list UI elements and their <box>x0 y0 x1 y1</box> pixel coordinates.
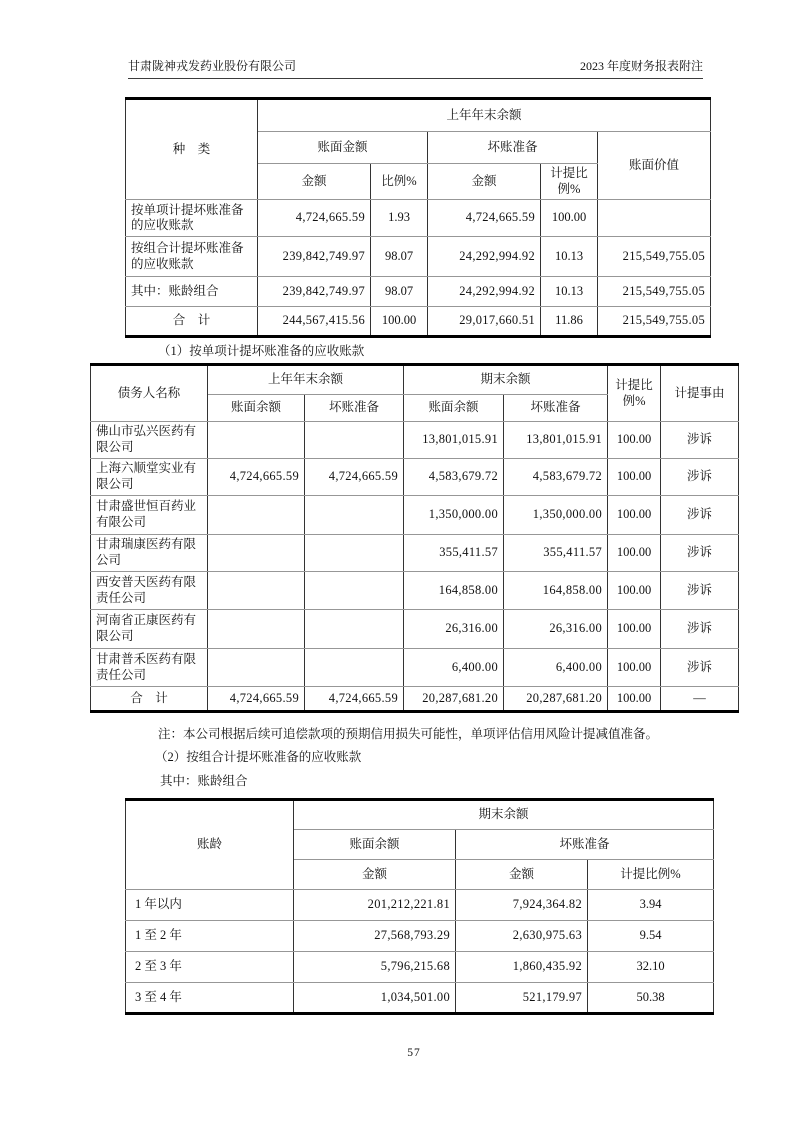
cell-prev-bad-debt <box>305 649 404 687</box>
cell-prev-balance <box>208 496 305 535</box>
table-row <box>91 459 739 496</box>
section-2-subtitle: 其中：账龄组合 <box>160 774 248 788</box>
cell-amount: 239,842,749.97 <box>258 237 371 277</box>
cell-bad-debt-amount: 29,017,660.51 <box>428 307 541 337</box>
col-header-ending-balance: 期末余额 <box>294 800 714 830</box>
cell-carrying-value <box>598 200 711 237</box>
cell-bad-debt-amount: 24,292,994.92 <box>428 237 541 277</box>
cell-provision-reason: — <box>661 687 739 712</box>
cell-end-balance: 355,411.57 <box>404 535 504 572</box>
col-header-amount: 金额 <box>294 860 456 890</box>
cell-provision-ratio: 100.00 <box>608 610 661 649</box>
header-row <box>91 365 739 395</box>
cell-aging: 1 至 2 年 <box>126 921 294 952</box>
col-header-prior-year-balance: 上年年末余额 <box>258 99 711 132</box>
table-row <box>126 237 711 277</box>
cell-prev-balance: 4,724,665.59 <box>208 459 305 496</box>
cell-provision-ratio: 100.00 <box>541 200 598 237</box>
cell-provision-ratio: 50.38 <box>588 983 714 1014</box>
col-header-ratio: 比例% <box>371 164 428 200</box>
page-header <box>128 57 703 79</box>
table-row <box>126 277 711 307</box>
cell-provision-ratio: 100.00 <box>608 572 661 610</box>
total-row <box>91 687 739 712</box>
header-doc-title: 2023 年度财务报表附注 <box>579 59 703 73</box>
header-company-name: 甘肃陇神戎发药业股份有限公司 <box>128 59 297 73</box>
col-header-bad-debt-provision: 坏账准备 <box>456 830 714 860</box>
cell-carrying-value: 215,549,755.05 <box>598 237 711 277</box>
col-header-bad-debt-provision: 坏账准备 <box>504 395 608 422</box>
table-row <box>126 952 714 983</box>
cell-prev-bad-debt <box>305 535 404 572</box>
note-text: 注：本公司根据后续可追偿款项的预期信用损失可能性，单项评估信用风险计提减值准备。 <box>158 727 659 741</box>
col-header-provision-ratio: 计提比例% <box>588 860 714 890</box>
cell-prev-bad-debt <box>305 496 404 535</box>
cell-prev-balance <box>208 610 305 649</box>
table-row <box>91 572 739 610</box>
col-header-amount: 金额 <box>428 164 541 200</box>
cell-prev-balance <box>208 422 305 459</box>
col-header-provision-ratio: 计提比例% <box>608 365 661 422</box>
col-header-book-balance: 账面余额 <box>294 830 456 860</box>
aging-portfolio-table <box>125 798 714 1015</box>
cell-prev-bad-debt <box>305 422 404 459</box>
col-header-debtor: 债务人名称 <box>91 365 208 422</box>
cell-book-balance: 1,034,501.00 <box>294 983 456 1014</box>
cell-end-bad-debt: 6,400.00 <box>504 649 608 687</box>
cell-bad-debt: 7,924,364.82 <box>456 890 588 921</box>
table-row <box>91 535 739 572</box>
section-1-title: （1）按单项计提坏账准备的应收账款 <box>158 344 365 358</box>
cell-provision-ratio: 32.10 <box>588 952 714 983</box>
table-row <box>126 921 714 952</box>
cell-end-bad-debt: 26,316.00 <box>504 610 608 649</box>
cell-provision-reason: 涉诉 <box>661 572 739 610</box>
cell-book-balance: 27,568,793.29 <box>294 921 456 952</box>
cell-provision-ratio: 100.00 <box>608 422 661 459</box>
col-header-bad-debt-provision: 坏账准备 <box>305 395 404 422</box>
individual-provision-receivables-table <box>90 363 739 713</box>
header-row <box>126 800 714 830</box>
cell-end-balance: 4,583,679.72 <box>404 459 504 496</box>
cell-debtor: 甘肃瑞康医药有限公司 <box>91 535 208 572</box>
cell-debtor: 甘肃盛世恒百药业有限公司 <box>91 496 208 535</box>
cell-bad-debt: 2,630,975.63 <box>456 921 588 952</box>
cell-bad-debt: 1,860,435.92 <box>456 952 588 983</box>
table-row <box>91 496 739 535</box>
cell-debtor: 甘肃普禾医药有限责任公司 <box>91 649 208 687</box>
cell-debtor: 河南省正康医药有限公司 <box>91 610 208 649</box>
cell-debtor: 合 计 <box>91 687 208 712</box>
cell-provision-ratio: 100.00 <box>608 459 661 496</box>
cell-aging: 3 至 4 年 <box>126 983 294 1014</box>
cell-carrying-value: 215,549,755.05 <box>598 307 711 337</box>
col-header-carrying-value: 账面价值 <box>598 132 711 200</box>
cell-kind: 其中：账龄组合 <box>126 277 258 307</box>
cell-book-balance: 201,212,221.81 <box>294 890 456 921</box>
cell-bad-debt: 521,179.97 <box>456 983 588 1014</box>
cell-kind: 合 计 <box>126 307 258 337</box>
cell-prev-balance <box>208 649 305 687</box>
cell-prev-bad-debt: 4,724,665.59 <box>305 459 404 496</box>
col-header-book-balance: 账面余额 <box>208 395 305 422</box>
cell-provision-reason: 涉诉 <box>661 496 739 535</box>
cell-prev-bad-debt: 4,724,665.59 <box>305 687 404 712</box>
cell-end-balance: 6,400.00 <box>404 649 504 687</box>
cell-prev-balance <box>208 535 305 572</box>
cell-provision-ratio: 11.86 <box>541 307 598 337</box>
table-row <box>91 422 739 459</box>
cell-end-balance: 20,287,681.20 <box>404 687 504 712</box>
header-row <box>126 99 711 132</box>
cell-amount: 244,567,415.56 <box>258 307 371 337</box>
col-header-amount: 金额 <box>456 860 588 890</box>
cell-kind: 按组合计提坏账准备的应收账款 <box>126 237 258 277</box>
cell-ratio: 98.07 <box>371 277 428 307</box>
cell-provision-reason: 涉诉 <box>661 649 739 687</box>
cell-provision-ratio: 10.13 <box>541 237 598 277</box>
cell-end-bad-debt: 4,583,679.72 <box>504 459 608 496</box>
section-2-title: （2）按组合计提坏账准备的应收账款 <box>155 750 362 764</box>
cell-end-balance: 26,316.00 <box>404 610 504 649</box>
cell-provision-reason: 涉诉 <box>661 422 739 459</box>
cell-end-bad-debt: 1,350,000.00 <box>504 496 608 535</box>
cell-prev-bad-debt <box>305 572 404 610</box>
cell-end-balance: 13,801,015.91 <box>404 422 504 459</box>
col-header-aging: 账龄 <box>126 800 294 890</box>
cell-amount: 4,724,665.59 <box>258 200 371 237</box>
cell-provision-reason: 涉诉 <box>661 459 739 496</box>
cell-kind: 按单项计提坏账准备的应收账款 <box>126 200 258 237</box>
cell-end-bad-debt: 13,801,015.91 <box>504 422 608 459</box>
cell-provision-ratio: 9.54 <box>588 921 714 952</box>
col-header-amount: 金额 <box>258 164 371 200</box>
page-number: 57 <box>407 1047 421 1059</box>
cell-prev-balance: 4,724,665.59 <box>208 687 305 712</box>
cell-provision-ratio: 10.13 <box>541 277 598 307</box>
col-header-kind: 种 类 <box>126 99 258 200</box>
cell-aging: 2 至 3 年 <box>126 952 294 983</box>
col-header-book-balance: 账面余额 <box>404 395 504 422</box>
cell-provision-reason: 涉诉 <box>661 610 739 649</box>
cell-debtor: 西安普天医药有限责任公司 <box>91 572 208 610</box>
cell-ratio: 98.07 <box>371 237 428 277</box>
col-header-book-amount: 账面金额 <box>258 132 428 164</box>
cell-provision-ratio: 100.00 <box>608 649 661 687</box>
cell-aging: 1 年以内 <box>126 890 294 921</box>
cell-end-bad-debt: 355,411.57 <box>504 535 608 572</box>
cell-bad-debt-amount: 4,724,665.59 <box>428 200 541 237</box>
col-header-ending-balance: 期末余额 <box>404 365 608 395</box>
table-row <box>126 200 711 237</box>
cell-prev-bad-debt <box>305 610 404 649</box>
cell-end-balance: 1,350,000.00 <box>404 496 504 535</box>
table-row <box>126 983 714 1014</box>
col-header-provision-reason: 计提事由 <box>661 365 739 422</box>
col-header-prior-year-balance: 上年年末余额 <box>208 365 404 395</box>
cell-prev-balance <box>208 572 305 610</box>
table-row <box>126 890 714 921</box>
total-row <box>126 307 711 337</box>
cell-provision-ratio: 100.00 <box>608 535 661 572</box>
cell-end-bad-debt: 20,287,681.20 <box>504 687 608 712</box>
cell-ratio: 1.93 <box>371 200 428 237</box>
cell-debtor: 上海六顺堂实业有限公司 <box>91 459 208 496</box>
cell-carrying-value: 215,549,755.05 <box>598 277 711 307</box>
col-header-bad-debt-provision: 坏账准备 <box>428 132 598 164</box>
cell-bad-debt-amount: 24,292,994.92 <box>428 277 541 307</box>
cell-ratio: 100.00 <box>371 307 428 337</box>
table-row <box>91 649 739 687</box>
cell-book-balance: 5,796,215.68 <box>294 952 456 983</box>
prior-year-receivables-summary-table <box>125 97 711 338</box>
cell-amount: 239,842,749.97 <box>258 277 371 307</box>
cell-provision-ratio: 3.94 <box>588 890 714 921</box>
cell-provision-reason: 涉诉 <box>661 535 739 572</box>
col-header-provision-ratio: 计提比例% <box>541 164 598 200</box>
cell-end-bad-debt: 164,858.00 <box>504 572 608 610</box>
cell-debtor: 佛山市弘兴医药有限公司 <box>91 422 208 459</box>
table-row <box>91 610 739 649</box>
cell-provision-ratio: 100.00 <box>608 496 661 535</box>
cell-end-balance: 164,858.00 <box>404 572 504 610</box>
cell-provision-ratio: 100.00 <box>608 687 661 712</box>
